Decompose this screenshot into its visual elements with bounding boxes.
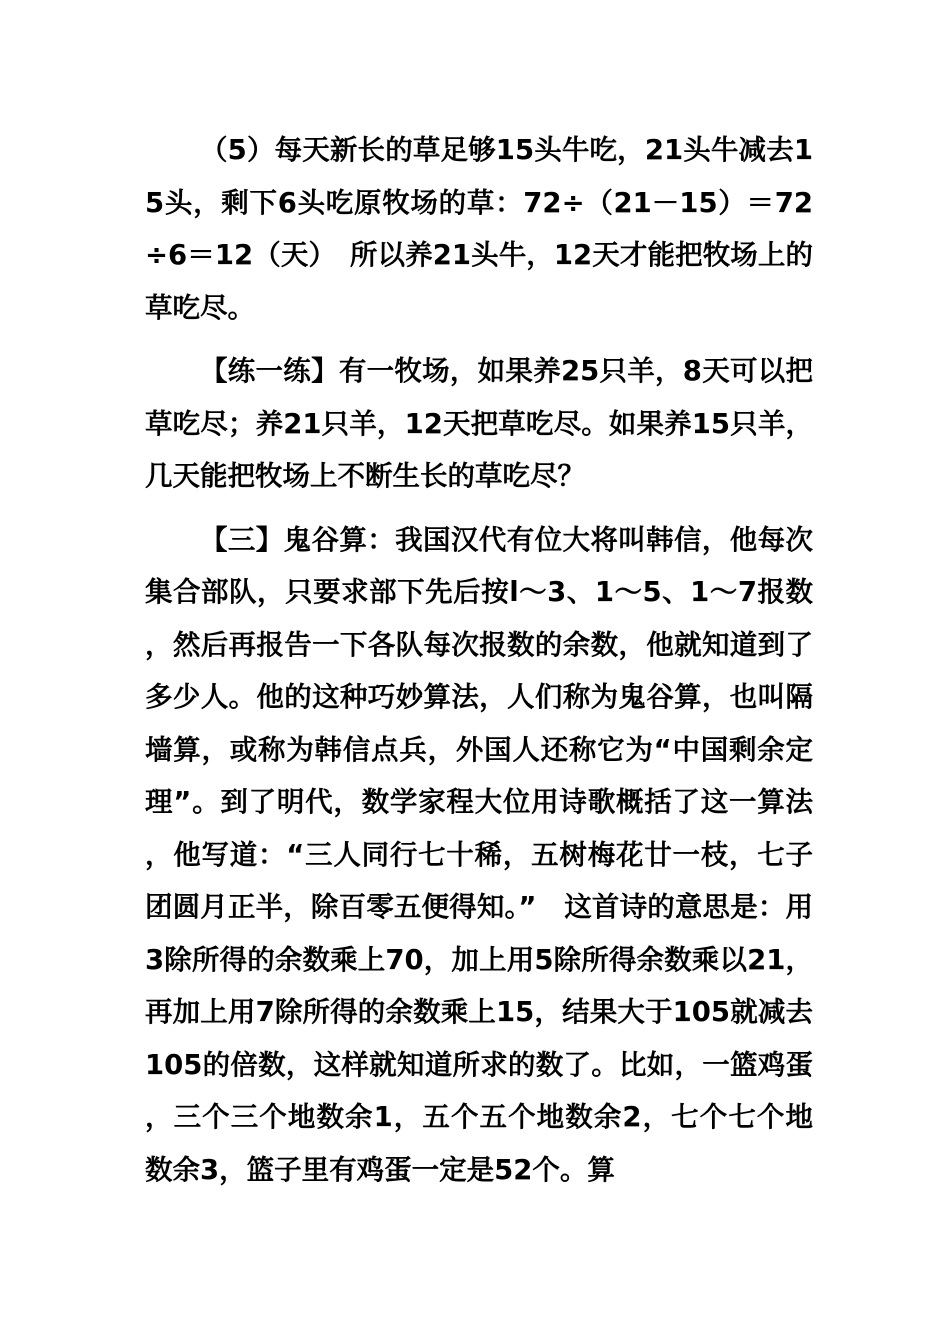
paragraph-practice: 【练一练】有一牧场，如果养25只羊，8天可以把草吃尽；养21只羊，12天把草吃尽。如果养15只羊，几天能把牧场上不断生长的草吃尽？ xyxy=(145,355,813,492)
paragraph-guigu-suan: 【三】鬼谷算：我国汉代有位大将叫韩信，他每次集合部队，只要求部下先后按l～3、1～5、1～7报数，然后再报告一下各队每次报数的余数，他就知道到了多少人。他的这种巧妙算法，人们称为鬼谷算，也叫隔墙算，或称为韩信点兵，外国人还称它为“中国剩余定理”。到了明代，数学家程大位用诗歌概括了这一算法，他写道：“三人同行七十稀，五树梅花廿一枝，七子团圆月正半，除百零五便得知。” 这首诗的意思是：用3除所得的余数乘上70，加上用5除所得余数乘以21，再加上用7除所得的余数乘上15，结果大于105就减去105的倍数，这样就知道所求的数了。比如，一篮鸡蛋，三个三个地数余1，五个五个地数余2，七个七个地数余3，篮子里有鸡蛋一定是52个。算 xyxy=(145,523,813,1186)
document-body xyxy=(145,124,813,1207)
paragraph-solution-5: （5）每天新长的草足够15头牛吃，21头牛减去15头，剩下6头吃原牧场的草：72÷（21－15）＝72÷6＝12（天） 所以养21头牛，12天才能把牧场上的草吃尽。 xyxy=(145,134,813,324)
